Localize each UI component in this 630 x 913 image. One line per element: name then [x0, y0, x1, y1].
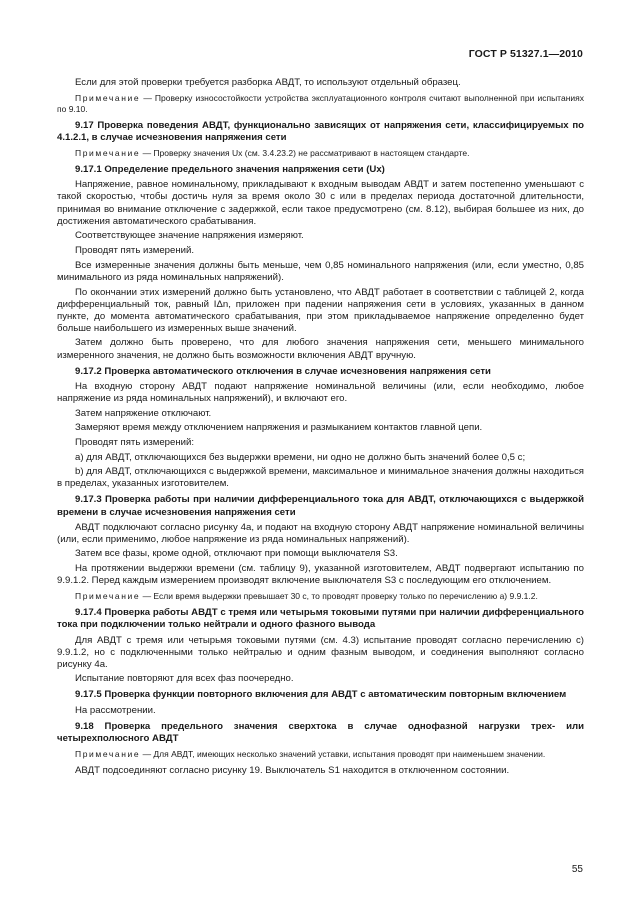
note-text: — Для АВДТ, имеющих несколько значений уставки, испытания проводят при наименьшем значении. [140, 748, 546, 759]
section-heading: 9.17.4 Проверка работы АВДТ с тремя или четырьмя токовыми путями при наличии дифференциального тока при подключении только нейтрали и одного фазного вывода [57, 607, 584, 631]
page-number: 55 [571, 864, 583, 875]
list-item: a) для АВДТ, отключающихся без выдержки времени, ни одно не должно быть значений более 0,5 с; [75, 451, 526, 463]
standard-header: ГОСТ Р 51327.1—2010 [468, 48, 583, 60]
paragraph: Затем напряжение отключают. [75, 407, 212, 419]
note-paragraph [57, 93, 584, 115]
paragraph: Напряжение, равное номинальному, прикладывают к входным выводам АВДТ и затем постепенно уменьшают с такой скоростью, чтобы достичь нуля за время около 30 с или в пределах периода достаточной длительности, принимая во внимание отключение с задержкой, если такое предусмотрено (см. 8.12), выбирая большее из них, до достижения автоматического срабатывания. [57, 179, 584, 227]
section-heading: 9.17.1 Определение предельного значения напряжения сети (Uх) [75, 164, 385, 176]
note-text: — Проверку значения Uх (см. 3.4.23.2) не рассматривают в настоящем стандарте. [140, 148, 470, 159]
section-heading: 9.17 Проверка поведения АВДТ, функционально зависящих от напряжения сети, классифицируемых по 4.1.2.1, в случае исчезновения напряжения сети [57, 120, 584, 144]
paragraph: Проводят пять измерений. [75, 245, 195, 257]
note-label: Примечание [75, 148, 141, 159]
section-heading: 9.17.5 Проверка функции повторного включения для АВДТ с автоматическим повторным включением [75, 689, 567, 701]
paragraph: Для АВДТ с тремя или четырьмя токовыми путями (см. 4.3) испытание проводят согласно перечислению c) 9.9.1.2, но с подключенными только нейтралью и одним фазным выводом, и соединения выполняют согласно рисунку 4a. [57, 634, 584, 670]
note-label: Примечание [75, 748, 141, 759]
paragraph: АВДТ подключают согласно рисунку 4a, и подают на входную сторону АВДТ напряжение номинальной величины (или, если применимо, любое напряжение из ряда номинальных напряжений). [57, 521, 584, 545]
paragraph: АВДТ подсоединяют согласно рисунку 19. Выключатель S1 находится в отключенном состоянии. [75, 764, 510, 776]
note-paragraph [57, 749, 584, 760]
paragraph: На рассмотрении. [75, 704, 156, 716]
note-label: Примечание [75, 93, 141, 104]
note-paragraph [57, 148, 584, 159]
paragraph: Затем должно быть проверено, что для любого значения напряжения сети, меньшего минимального измеренного значения, не должно быть возможности включения АВДТ вручную. [57, 337, 584, 361]
paragraph: Затем все фазы, кроме одной, отключают при помощи выключателя S3. [75, 548, 398, 560]
paragraph: Если для этой проверки требуется разборка АВДТ, то используют отдельный образец. [75, 77, 461, 88]
paragraph: Все измеренные значения должны быть меньше, чем 0,85 номинального напряжения (или, если уместно, 0,85 минимального из ряда номинальных напряжений). [57, 259, 584, 283]
note-text: — Если время выдержки превышает 30 с, то проводят проверку только по перечислению a) 9.9.1.2. [140, 591, 538, 602]
paragraph: На протяжении выдержки времени (см. таблицу 9), указанной изготовителем, АВДТ подвергают испытанию по 9.9.1.2. Перед каждым измерением производят включение выключателя S3 с последующим его отключением. [57, 563, 584, 587]
section-heading: 9.17.2 Проверка автоматического отключения в случае исчезновения напряжения сети [75, 365, 491, 377]
paragraph: На входную сторону АВДТ подают напряжение номинальной величины (или, если необходимо, любое напряжение из ряда номинальных напряжений), и включают его. [57, 380, 584, 404]
section-heading: 9.17.3 Проверка работы при наличии дифференциального тока для АВДТ, отключающихся с выдержкой времени в случае исчезновения напряжения сети [57, 494, 584, 518]
paragraph: Проводят пять измерений: [75, 436, 195, 448]
list-item: b) для АВДТ, отключающихся с выдержкой времени, максимальное и минимальное значения должны находиться в пределах, указанных изготовителем. [57, 466, 584, 490]
note-paragraph [57, 591, 584, 602]
paragraph: По окончании этих измерений должно быть установлено, что АВДТ работает в соответствии с таблицей 2, когда дифференциальный ток, равный IΔn, приложен при падении напряжения сети в условиях, указанных в данном пункте, до момента автоматического срабатывания, при этом прикладываемое напряжение определенно будет больше наибольшего из измеренных выше значений. [57, 286, 584, 334]
section-heading: 9.18 Проверка предельного значения сверхтока в случае однофазной нагрузки трех- или четырехполюсного АВДТ [57, 720, 584, 744]
document-body [57, 77, 584, 780]
note-text: — Проверку износостойкости устройства эксплуатационного контроля считают выполненной при испытаниях по 9.10. [57, 93, 584, 115]
note-label: Примечание [75, 591, 141, 602]
paragraph: Испытание повторяют для всех фаз поочередно. [75, 673, 294, 685]
paragraph: Соответствующее значение напряжения измеряют. [75, 230, 304, 242]
paragraph: Замеряют время между отключением напряжения и размыканием контактов главной цепи. [75, 422, 483, 434]
